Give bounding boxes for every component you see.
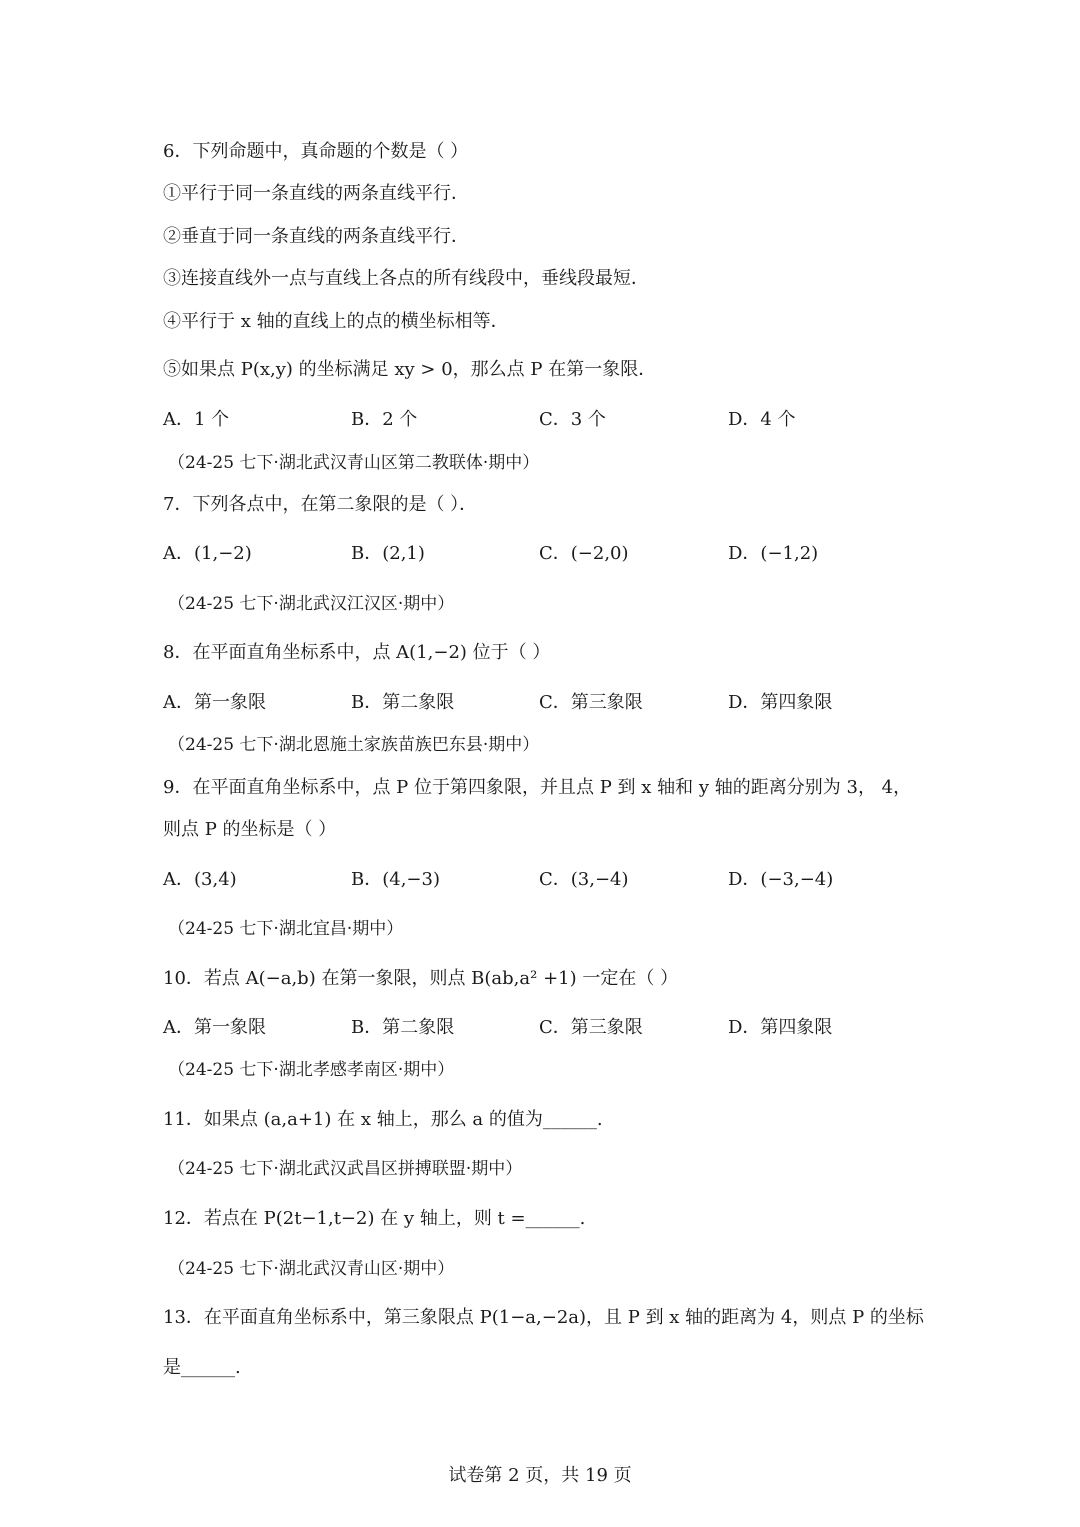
q7-stem: 7．下列各点中，在第二象限的是（ ）．	[163, 494, 478, 515]
q6-option-d: D．4 个	[728, 409, 796, 430]
q7-source: （24-25 七下·湖北武汉青山区第二教联体·期中）	[168, 453, 540, 473]
q12-stem: 12．若点在 P(2t−1,t−2) 在 y 轴上，则 t =______.	[163, 1208, 586, 1229]
q9-option-b: B．(4,−3)	[351, 869, 440, 890]
q8-option-a: A．第一象限	[163, 692, 266, 713]
q7-option-c: C．(−2,0)	[539, 543, 629, 564]
q6-item-5: ⑤如果点 P(x,y) 的坐标满足 xy > 0，那么点 P 在第一象限．	[163, 359, 657, 380]
q6-item-2: ②垂直于同一条直线的两条直线平行．	[163, 226, 469, 247]
q8-option-d: D．第四象限	[728, 692, 833, 713]
q8-option-b: B．第二象限	[351, 692, 455, 713]
q8-source: （24-25 七下·湖北武汉江汉区·期中）	[168, 594, 455, 614]
q9-option-a: A．(3,4)	[163, 869, 237, 890]
q7-option-b: B．(2,1)	[351, 543, 425, 564]
q8-option-c: C．第三象限	[539, 692, 643, 713]
q6-option-c: C．3 个	[539, 409, 606, 430]
q9-option-d: D．(−3,−4)	[728, 869, 834, 890]
q6-option-a: A．1 个	[163, 409, 230, 430]
q7-option-a: A．(1,−2)	[163, 543, 252, 564]
q9-stem-line1: 9．在平面直角坐标系中，点 P 位于第四象限，并且点 P 到 x 轴和 y 轴的距离分别为 3， 4，	[163, 777, 912, 798]
q7-option-d: D．(−1,2)	[728, 543, 819, 564]
q10-option-b: B．第二象限	[351, 1017, 455, 1038]
q9-option-c: C．(3,−4)	[539, 869, 629, 890]
q6-option-b: B．2 个	[351, 409, 418, 430]
q6-stem: 6．下列命题中，真命题的个数是（ ）	[163, 141, 469, 162]
q6-item-3: ③连接直线外一点与直线上各点的所有线段中，垂线段最短．	[163, 268, 649, 289]
q9-stem-line2: 则点 P 的坐标是（ ）	[163, 819, 337, 840]
q13-stem-line2: 是______.	[163, 1357, 241, 1378]
page-footer: 试卷第 2 页，共 19 页	[448, 1465, 632, 1486]
q13-stem-line1: 13．在平面直角坐标系中，第三象限点 P(1−a,−2a)，且 P 到 x 轴的距离为 4，则点 P 的坐标	[163, 1307, 924, 1328]
q6-item-1: ①平行于同一条直线的两条直线平行．	[163, 183, 469, 204]
q10-option-d: D．第四象限	[728, 1017, 833, 1038]
q10-source: （24-25 七下·湖北宜昌·期中）	[168, 919, 404, 939]
q10-option-a: A．第一象限	[163, 1017, 266, 1038]
q10-stem: 10．若点 A(−a,b) 在第一象限，则点 B(ab,a² +1) 一定在（ ）	[163, 968, 679, 989]
q11-stem: 11．如果点 (a,a+1) 在 x 轴上，那么 a 的值为______.	[163, 1109, 603, 1130]
q8-stem: 8．在平面直角坐标系中，点 A(1,−2) 位于（ ）	[163, 642, 551, 663]
q12-source: （24-25 七下·湖北武汉武昌区拼搏联盟·期中）	[168, 1159, 523, 1179]
q6-item-4: ④平行于 x 轴的直线上的点的横坐标相等．	[163, 311, 509, 332]
q10-option-c: C．第三象限	[539, 1017, 643, 1038]
q11-source: （24-25 七下·湖北孝感孝南区·期中）	[168, 1060, 455, 1080]
q13-source: （24-25 七下·湖北武汉青山区·期中）	[168, 1259, 455, 1279]
q9-source: （24-25 七下·湖北恩施土家族苗族巴东县·期中）	[168, 735, 540, 755]
